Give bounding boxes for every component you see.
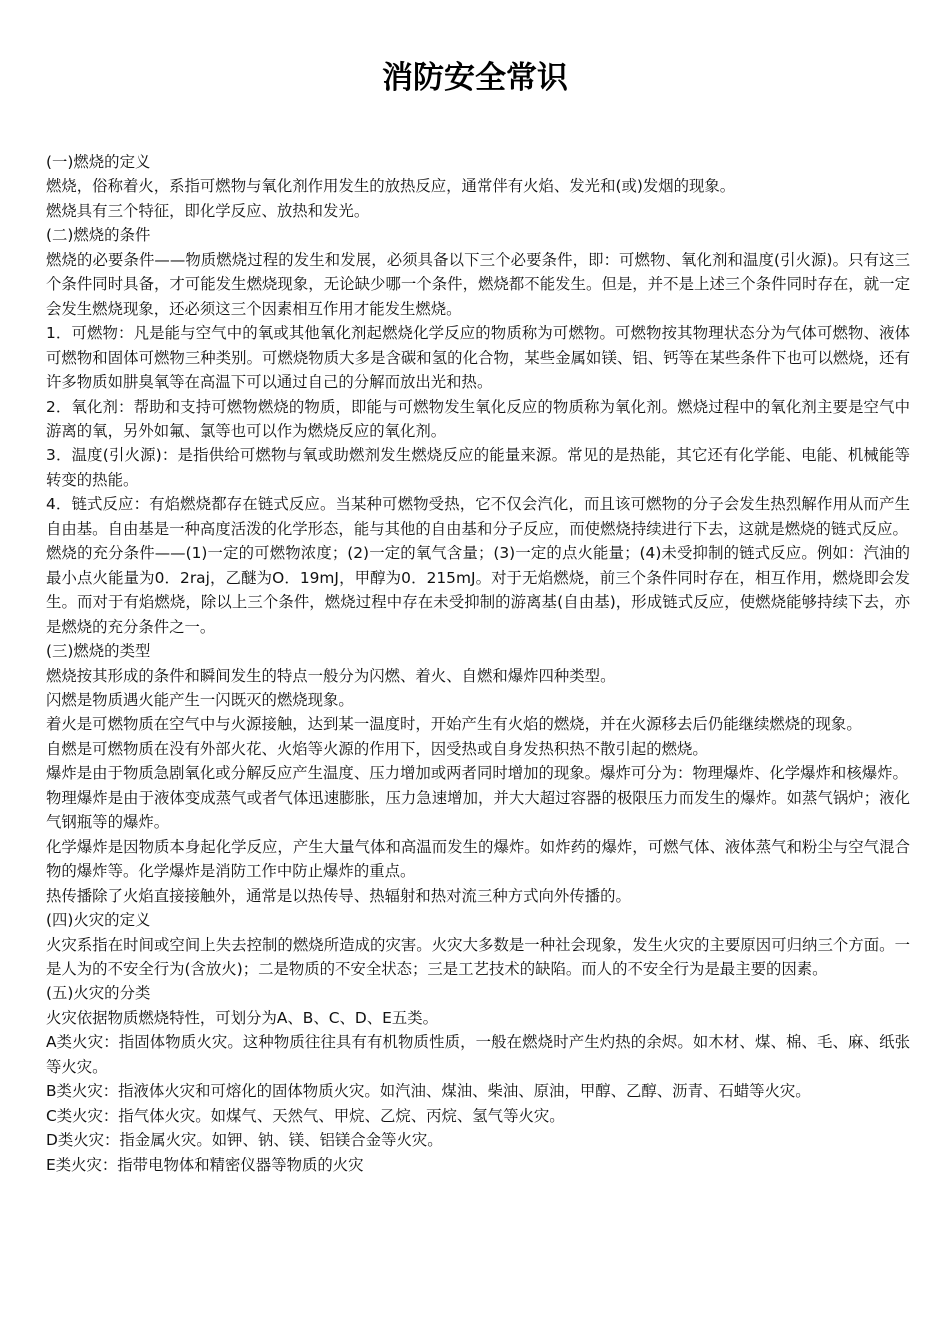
paragraph: 热传播除了火焰直接接触外，通常是以热传导、热辐射和热对流三种方式向外传播的。 (46, 886, 631, 905)
paragraph: 闪燃是物质遇火能产生一闪既灭的燃烧现象。 (46, 690, 354, 709)
paragraph: 燃烧按其形成的条件和瞬间发生的特点一般分为闪燃、着火、自燃和爆炸四种类型。 (46, 666, 616, 685)
document-title: 消防安全常识 (382, 60, 568, 96)
paragraph: 爆炸是由于物质急剧氧化或分解反应产生温度、压力增加或两者同时增加的现象。爆炸可分为：物理爆炸、化学爆炸和核爆炸。 (46, 764, 908, 783)
paragraph: D类火灾：指金属火灾。如钾、钠、镁、铝镁合金等火灾。 (46, 1131, 443, 1150)
paragraph: A类火灾：指固体物质火灾。这种物质往往具有有机物质性质，一般在燃烧时产生灼热的余烬。如木材、煤、棉、毛、麻、纸张等火灾。 (46, 1033, 910, 1076)
paragraph: 1．可燃物：凡是能与空气中的氧或其他氧化剂起燃烧化学反应的物质称为可燃物。可燃物按其物理状态分为气体可燃物、液体可燃物和固体可燃物三种类别。可燃烧物质大多是含碳和氢的化合物，某些金属如镁、铝、钙等在某些条件下也可以燃烧，还有许多物质如肼臭氧等在高温下可以通过自己的分解而放出光和热。 (46, 324, 910, 392)
document-body (46, 150, 910, 1177)
paragraph: 火灾依据物质燃烧特性，可划分为A、B、C、D、E五类。 (46, 1008, 439, 1027)
paragraph: E类火灾：指带电物体和精密仪器等物质的火灾 (46, 1155, 364, 1174)
paragraph: 3．温度(引火源)：是指供给可燃物与氧或助燃剂发生燃烧反应的能量来源。常见的是热能，其它还有化学能、电能、机械能等转变的热能。 (46, 446, 910, 489)
paragraph: 4．链式反应：有焰燃烧都存在链式反应。当某种可燃物受热，它不仅会汽化，而且该可燃物的分子会发生热烈解作用从而产生自由基。自由基是一种高度活泼的化学形态，能与其他的自由基和分子反应，而使燃烧持续进行下去，这就是燃烧的链式反应。 (46, 495, 910, 538)
section-heading: (五)火灾的分类 (46, 984, 151, 1003)
section-heading: (四)火灾的定义 (46, 911, 151, 930)
paragraph: 火灾系指在时间或空间上失去控制的燃烧所造成的灾害。火灾大多数是一种社会现象，发生火灾的主要原因可归纳三个方面。一是人为的不安全行为(含放火)；二是物质的不安全状态；三是工艺技术的缺陷。而人的不安全行为是最主要的因素。 (46, 935, 910, 978)
section-heading: (一)燃烧的定义 (46, 153, 151, 171)
paragraph: 着火是可燃物质在空气中与火源接触，达到某一温度时，开始产生有火焰的燃烧，并在火源移去后仍能继续燃烧的现象。 (46, 715, 862, 734)
paragraph: 燃烧具有三个特征，即化学反应、放热和发光。 (46, 201, 370, 220)
paragraph: 自燃是可燃物质在没有外部火花、火焰等火源的作用下，因受热或自身发热积热不散引起的燃烧。 (46, 739, 708, 758)
paragraph: 2．氧化剂：帮助和支持可燃物燃烧的物质，即能与可燃物发生氧化反应的物质称为氧化剂。燃烧过程中的氧化剂主要是空气中游离的氧，另外如氟、氯等也可以作为燃烧反应的氧化剂。 (46, 397, 910, 440)
paragraph: B类火灾：指液体火灾和可熔化的固体物质火灾。如汽油、煤油、柴油、原油，甲醇、乙醇、沥青、石蜡等火灾。 (46, 1082, 811, 1101)
section-heading: (二)燃烧的条件 (46, 226, 151, 245)
paragraph: C类火灾：指气体火灾。如煤气、天然气、甲烷、乙烷、丙烷、氢气等火灾。 (46, 1106, 565, 1125)
paragraph: 燃烧的充分条件——(1)一定的可燃物浓度；(2)一定的氧气含量；(3)一定的点火能量；(4)未受抑制的链式反应。例如：汽油的最小点火能量为0．2raj，乙醚为O．19mJ，甲醇为0．215mJ。对于无焰燃烧，前三个条件同时存在，相互作用，燃烧即会发生。而对于有焰燃烧，除以上三个条件，燃烧过程中存在未受抑制的游离基(自由基)，形成链式反应，使燃烧能够持续下去，亦是燃烧的充分条件之一。 (46, 544, 910, 636)
paragraph: 化学爆炸是因物质本身起化学反应，产生大量气体和高温而发生的爆炸。如炸药的爆炸，可燃气体、液体蒸气和粉尘与空气混合物的爆炸等。化学爆炸是消防工作中防止爆炸的重点。 (46, 837, 910, 881)
paragraph: 物理爆炸是由于液体变成蒸气或者气体迅速膨胀，压力急速增加，并大大超过容器的极限压力而发生的爆炸。如蒸气锅炉；液化气钢瓶等的爆炸。 (46, 788, 910, 832)
section-heading: (三)燃烧的类型 (46, 642, 151, 661)
paragraph: 燃烧的必要条件——物质燃烧过程的发生和发展，必须具备以下三个必要条件，即：可燃物、氧化剂和温度(引火源)。只有这三个条件同时具备，才可能发生燃烧现象，无论缺少哪一个条件，燃烧都不能发生。但是，并不是上述三个条件同时存在，就一定会发生燃烧现象，还必须这三个因素相互作用才能发生燃烧。 (46, 250, 910, 318)
paragraph: 燃烧，俗称着火，系指可燃物与氧化剂作用发生的放热反应，通常伴有火焰、发光和(或)发烟的现象。 (46, 177, 736, 196)
